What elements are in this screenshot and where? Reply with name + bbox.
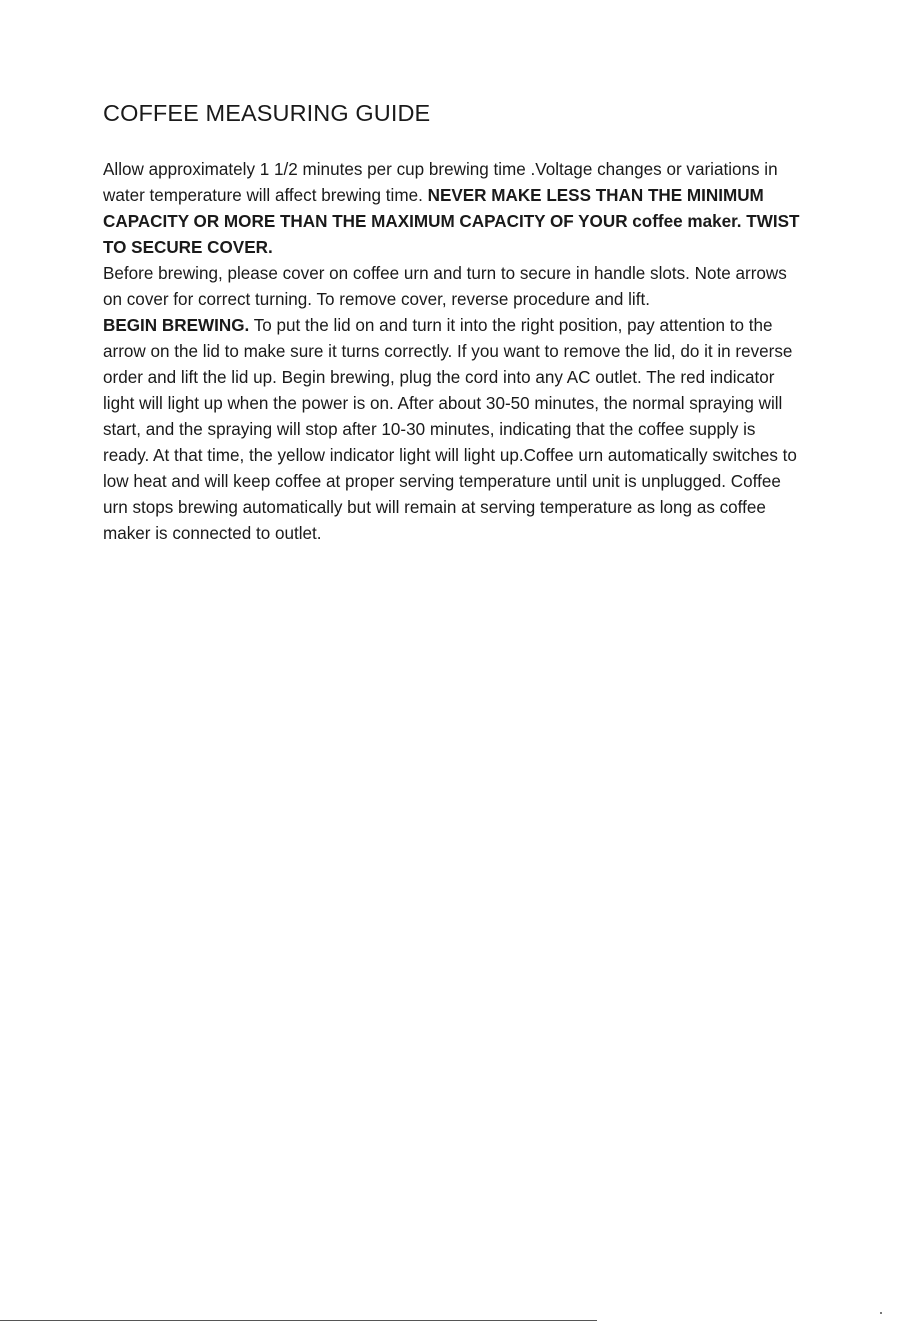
paragraph-begin-brewing (103, 313, 803, 547)
guide-body (103, 157, 803, 547)
brewing-time-text: Allow approximately 1 1/2 minutes per cup brewing time .Voltage changes or variations in water temperature will affect brewing time. (103, 160, 778, 205)
begin-brewing-heading: BEGIN BREWING. (103, 316, 250, 335)
begin-brewing-text: To put the lid on and turn it into the right position, pay attention to the arrow on the lid to make sure it turns correctly. If you want to remove the lid, do it in reverse order and lift the lid up. Begin brewing, plug the cord into any AC outlet. The red indicator light will light up when the power is on. After about 30-50 minutes, the normal spraying will start, and the spraying will stop after 10-30 minutes, indicating that the coffee supply is ready. At that time, the yellow indicator light will light up.Coffee urn automatically switches to low heat and will keep coffee at proper serving temperature until unit is unplugged. Coffee urn stops brewing automatically but will remain at serving temperature as long as coffee maker is connected to outlet. (103, 316, 797, 543)
capacity-warning: NEVER MAKE LESS THAN THE MINIMUM CAPACITY OR MORE THAN THE MAXIMUM CAPACITY OF YOUR coffee maker. TWIST TO SECURE COVER. (103, 186, 800, 257)
paragraph-cover-instructions: Before brewing, please cover on coffee urn and turn to secure in handle slots. Note arrows on cover for correct turning. To remove cover, reverse procedure and lift. (103, 264, 787, 309)
footer-divider (0, 1320, 597, 1321)
page-title: COFFEE MEASURING GUIDE (103, 100, 431, 126)
paragraph-brewing-time (103, 157, 803, 261)
corner-mark (880, 1312, 882, 1314)
